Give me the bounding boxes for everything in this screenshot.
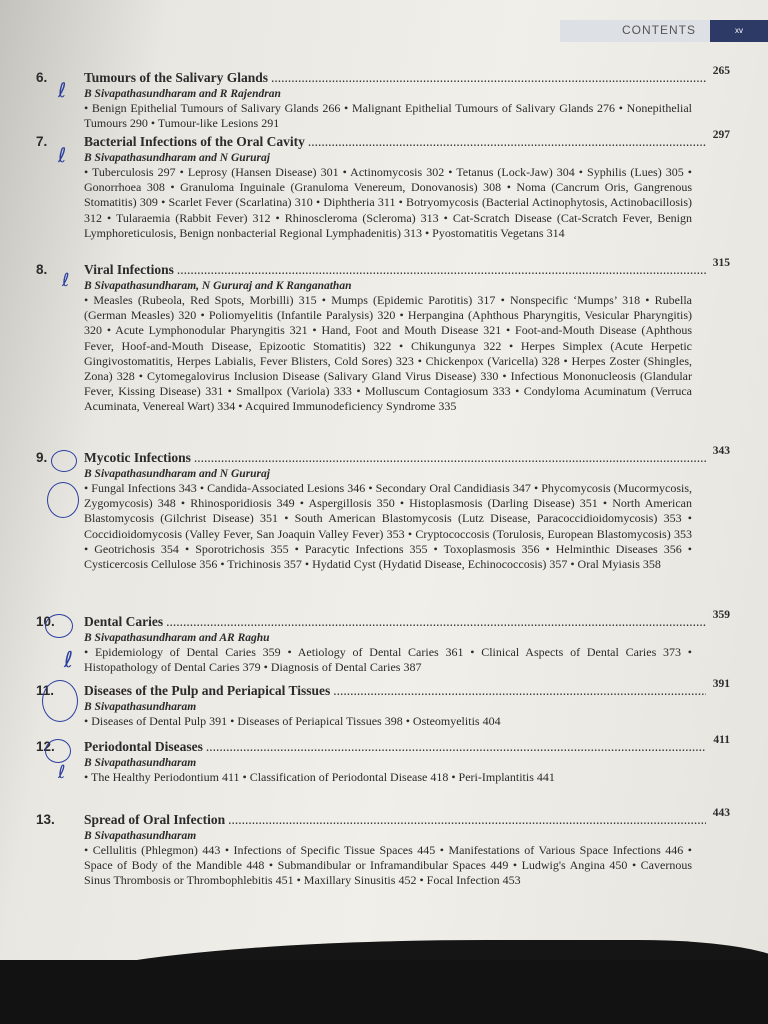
chapter-page: 265 [712,65,730,77]
chapter-topics: • Benign Epithelial Tumours of Salivary Glands 266 • Malignant Epithelial Tumours of Salivary Glands 276 • Nonepithelial Tumours 290 • Tumour-like Lesions 291 [84,101,692,131]
pen-circle-mark [45,739,71,763]
chapter-page: 297 [712,129,730,141]
chapter-title: Tumours of the Salivary Glands [84,70,269,85]
toc-entry-12 [36,734,730,785]
chapter-topics: • Fungal Infections 343 • Candida-Associated Lesions 346 • Secondary Oral Candidiasis 347 • Phycomycosis (Mucormycosis, Zygomycosis) 348 • Rhinosporidiosis 349 • Aspergillosis 350 • Histoplasmosis (Darling Disease) 351 • North American Blastomycosis (Gilchrist Disease) 351 • South American Blastomycosis (Lutz Disease, Paracoccidioidomycosis) 353 • Coccidioidomycosis (Valley Fever, San Joaquin Valley Fever) 353 • Cryptococcosis (Torulosis, European Blastomycosis) 353 • Geotrichosis 354 • Sporotrichosis 355 • Paracytic Infections 355 • Toxoplasmosis 356 • Helminthic Diseases 356 • Cysticercosis Cellulose 356 • Trichinosis 357 • Hydatid Cyst (Hydatid Disease, Echinococcosis) 357 • Oral Myiasis 358 [84,481,692,572]
chapter-page: 343 [712,445,730,457]
toc-entry-13 [36,807,730,889]
chapter-number: 12. [36,739,55,754]
leader-dots [194,450,706,466]
chapter-title: Spread of Oral Infection [84,812,226,827]
chapter-authors: B Sivapathasundharam, N Gururaj and K Ranganathan [84,280,352,292]
chapter-title: Diseases of the Pulp and Periapical Tissues [84,683,331,698]
chapter-number: 8. [36,262,48,277]
chapter-topics: • Cellulitis (Phlegmon) 443 • Infections of Specific Tissue Spaces 445 • Manifestations of Various Space Infections 446 • Space of Body of the Mandible 448 • Submandibular or Inframandibular Spaces 449 • Ludwig's Angina 450 • Cavernous Sinus Thrombosis or Thrombophlebitis 451 • Maxillary Sinusitis 452 • Focal Infection 453 [84,843,692,888]
chapter-topics: • The Healthy Periodontium 411 • Classification of Periodontal Disease 418 • Peri-Implantitis 441 [84,770,555,784]
chapter-page: 315 [712,257,730,269]
chapter-title: Viral Infections [84,262,174,277]
toc-entry-8 [36,257,730,415]
leader-dots [308,134,706,150]
chapter-number: 7. [36,134,48,149]
chapter-authors: B Sivapathasundharam [84,757,197,769]
roman-page-number: xv [710,20,768,42]
pen-circle-mark [51,450,77,472]
chapter-number: 6. [36,70,48,85]
leader-dots [228,812,706,828]
chapter-authors: B Sivapathasundharam [84,830,197,842]
pen-circle-mark [42,680,78,722]
chapter-page: 411 [713,734,730,746]
header-contents-label: CONTENTS [622,23,696,37]
chapter-title: Periodontal Diseases [84,739,203,754]
chapter-authors: B Sivapathasundharam and AR Raghu [84,632,270,644]
chapter-title: Mycotic Infections [84,450,191,465]
chapter-authors: B Sivapathasundharam [84,701,197,713]
leader-dots [166,614,706,630]
leader-dots [271,70,706,86]
pen-tick-mark: ℓ [58,78,67,102]
chapter-topics: • Diseases of Dental Pulp 391 • Diseases of Periapical Tissues 398 • Osteomyelitis 404 [84,714,501,728]
chapter-number: 11. [36,683,55,698]
toc-entry-9 [36,445,730,572]
dark-fabric-base [0,960,768,1024]
chapter-page: 443 [712,807,730,819]
leader-dots [177,262,706,278]
chapter-topics: • Measles (Rubeola, Red Spots, Morbilli) 315 • Mumps (Epidemic Parotitis) 317 • Nonspecific ‘Mumps’ 318 • Rubella (German Measles) 320 • Poliomyelitis (Infantile Paralysis) 320 • Herpangina (Aphthous Pharyngitis, Vesicular Pharyngitis) 320 • Acute Lymphonodular Pharyngitis 321 • Hand, Foot and Mouth Disease 321 • Foot-and-Mouth Disease (Aphthous Fever, Hoof-and-Mouth Disease, Epizootic Stomatitis) 322 • Chikungunya 322 • Herpes Simplex (Acute Herpetic Gingivostomatitis, Herpes Labialis, Fever Blisters, Cold Sores) 323 • Chickenpox (Varicella) 328 • Herpes Zoster (Shingles, Zona) 328 • Cytomegalovirus Inclusion Disease (Salivary Gland Virus Disease) 330 • Infectious Mononucleosis (Glandular Fever, Kissing Disease) 331 • Smallpox (Variola) 333 • Molluscum Contagiosum 333 • Condyloma Acuminatum (Verruca Acuminata, Venereal Wart) 334 • Acquired Immunodeficiency Syndrome 335 [84,293,692,414]
chapter-title: Dental Caries [84,614,164,629]
toc-entry-11 [36,678,730,729]
pen-circle-mark [47,482,79,518]
leader-dots [206,739,707,755]
pen-tick-mark: ℓ [64,648,74,673]
chapter-page: 359 [712,609,730,621]
leader-dots [333,683,705,699]
chapter-number: 13. [36,812,55,827]
toc-entry-6 [36,65,730,131]
pen-tick-mark: ℓ [62,270,70,291]
pen-circle-mark [45,614,73,638]
chapter-page: 391 [712,678,730,690]
pen-tick-mark: ℓ [58,762,66,783]
chapter-number: 9. [36,450,48,465]
running-header [560,20,768,42]
pen-tick-mark: ℓ [58,143,67,167]
chapter-authors: B Sivapathasundharam and N Gururaj [84,152,270,164]
chapter-authors: B Sivapathasundharam and R Rajendran [84,88,281,100]
toc-entry-10 [36,609,730,675]
chapter-authors: B Sivapathasundharam and N Gururaj [84,468,270,480]
chapter-title: Bacterial Infections of the Oral Cavity [84,134,305,149]
chapter-topics: • Epidemiology of Dental Caries 359 • Aetiology of Dental Caries 361 • Clinical Aspects of Dental Caries 373 • Histopathology of Dental Caries 379 • Diagnosis of Dental Caries 387 [84,645,692,675]
chapter-number: 10. [36,614,55,629]
chapter-topics: • Tuberculosis 297 • Leprosy (Hansen Disease) 301 • Actinomycosis 302 • Tetanus (Lock-Jaw) 304 • Syphilis (Lues) 305 • Gonorrhoea 308 • Granuloma Inguinale (Granuloma Venereum, Donovanosis) 308 • Noma (Cancrum Oris, Gangrenous Stomatitis) 309 • Scarlet Fever (Scarlatina) 310 • Diphtheria 311 • Botryomycosis (Bacterial Actinophytosis, Actinobacillosis) 312 • Tularaemia (Rabbit Fever) 312 • Rhinoscleroma (Scleroma) 313 • Cat-Scratch Disease (Cat-Scratch Fever, Benign Lymphoreticulosis, Benign nonbacterial Regional Lymphadenitis) 313 • Pyostomatitis Vegetans 314 [84,165,692,240]
toc-entry-7 [36,129,730,241]
